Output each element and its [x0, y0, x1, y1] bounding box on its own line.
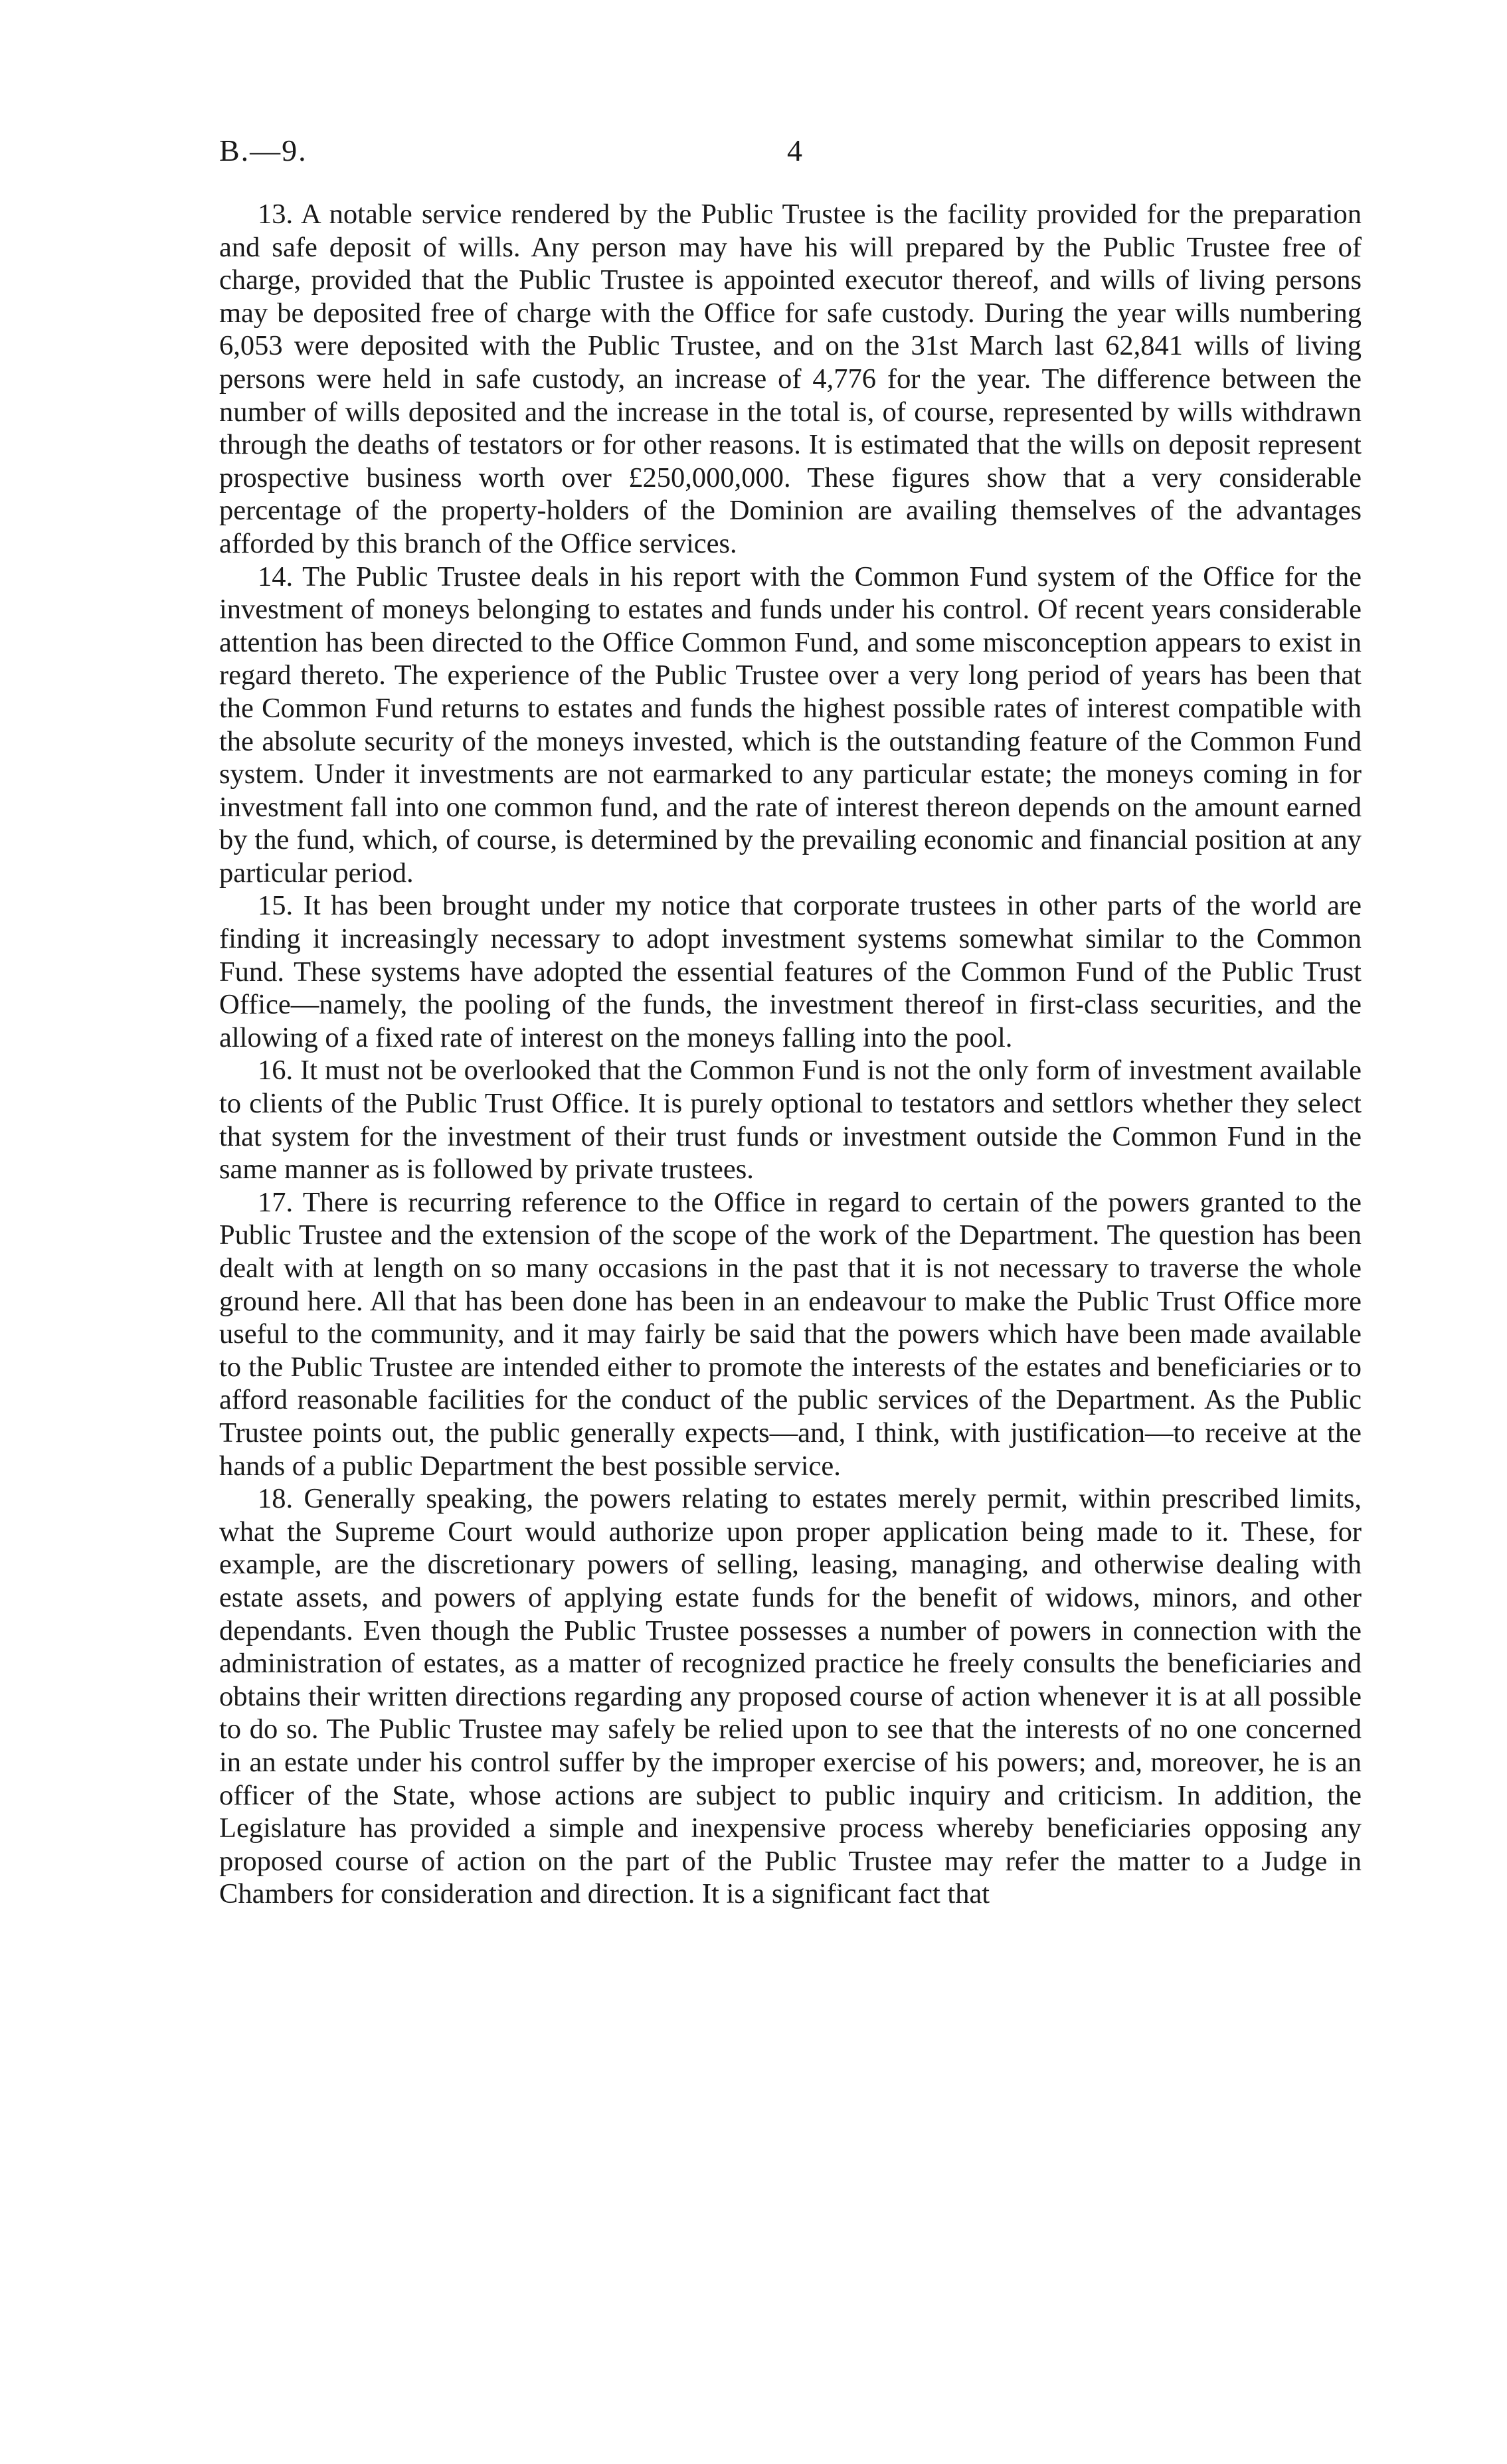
paragraph-14: 14. The Public Trustee deals in his report with the Common Fund system of the Office for the investment of moneys belonging to estates and funds under his control. Of recent years considerable attention has been directed to the Office Common Fund, and some misconception appears to exist in regard thereto. The experience of the Public Trustee over a very long period of years has been that the Common Fund returns to estates and funds the highest possible rates of interest compatible with the absolute security of the moneys invested, which is the outstanding feature of the Common Fund system. Under it investments are not earmarked to any particular estate; the moneys coming in for investment fall into one common fund, and the rate of interest thereon depends on the amount earned by the fund, which, of course, is determined by the prevailing economic and financial position at any particular period.	[219, 561, 1362, 889]
body-text	[219, 198, 1362, 1911]
paragraph-18: 18. Generally speaking, the powers relating to estates merely permit, within prescribed limits, what the Supreme Court would authorize upon proper application being made to it. These, for example, are the discretionary powers of selling, leasing, managing, and otherwise dealing with estate assets, and powers of applying estate funds for the benefit of widows, minors, and other dependants. Even though the Public Trustee possesses a number of powers in connection with the administration of estates, as a matter of recognized practice he freely consults the beneficiaries and obtains their written directions regarding any proposed course of action whenever it is at all possible to do so. The Public Trustee may safely be relied upon to see that the interests of no one concerned in an estate under his control suffer by the improper exercise of his powers; and, moreover, he is an officer of the State, whose actions are subject to public inquiry and criticism. In addition, the Legislature has provided a simple and inexpensive process whereby beneficiaries opposing any proposed course of action on the part of the Public Trustee may refer the matter to a Judge in Chambers for consideration and direction. It is a significant fact that	[219, 1483, 1362, 1910]
paragraph-15: 15. It has been brought under my notice that corporate trustees in other parts of the world are finding it increasingly necessary to adopt investment systems somewhat similar to the Common Fund. These systems have adopted the essential features of the Common Fund of the Public Trust Office—namely, the pooling of the funds, the investment thereof in first-class securities, and the allowing of a fixed rate of interest on the moneys falling into the pool.	[219, 890, 1362, 1053]
paragraph-13: 13. A notable service rendered by the Public Trustee is the facility provided for the preparation and safe deposit of wills. Any person may have his will prepared by the Public Trustee free of charge, provided that the Public Trustee is appointed executor thereof, and wills of living persons may be deposited free of charge with the Office for safe custody. During the year wills numbering 6,053 were deposited with the Public Trustee, and on the 31st March last 62,841 wills of living persons were held in safe custody, an increase of 4,776 for the year. The difference between the number of wills deposited and the increase in the total is, of course, represented by wills withdrawn through the deaths of testators or for other reasons. It is estimated that the wills on deposit represent prospective business worth over £250,000,000. These figures show that a very considerable percentage of the property-holders of the Dominion are availing themselves of the advantages afforded by this branch of the Office services.	[219, 199, 1362, 559]
document-reference: B.—9.	[219, 133, 308, 167]
page-header	[219, 133, 1362, 179]
page-number: 4	[787, 133, 802, 167]
paragraph-17: 17. There is recurring reference to the Office in regard to certain of the powers granted to the Public Trustee and the extension of the scope of the work of the Department. The question has been dealt with at length on so many occasions in the past that it is not necessary to traverse the whole ground here. All that has been done has been in an endeavour to make the Public Trust Office more useful to the community, and it may fairly be said that the powers which have been made available to the Public Trustee are intended either to promote the interests of the estates and beneficiaries or to afford reasonable facilities for the conduct of the public services of the Department. As the Public Trustee points out, the public generally expects—and, I think, with justification—to receive at the hands of a public Department the best possible service.	[219, 1186, 1362, 1482]
paragraph-16: 16. It must not be overlooked that the Common Fund is not the only form of investment available to clients of the Public Trust Office. It is purely optional to testators and settlors whether they select that system for the investment of their trust funds or investment outside the Common Fund in the same manner as is followed by private trustees.	[219, 1055, 1362, 1186]
